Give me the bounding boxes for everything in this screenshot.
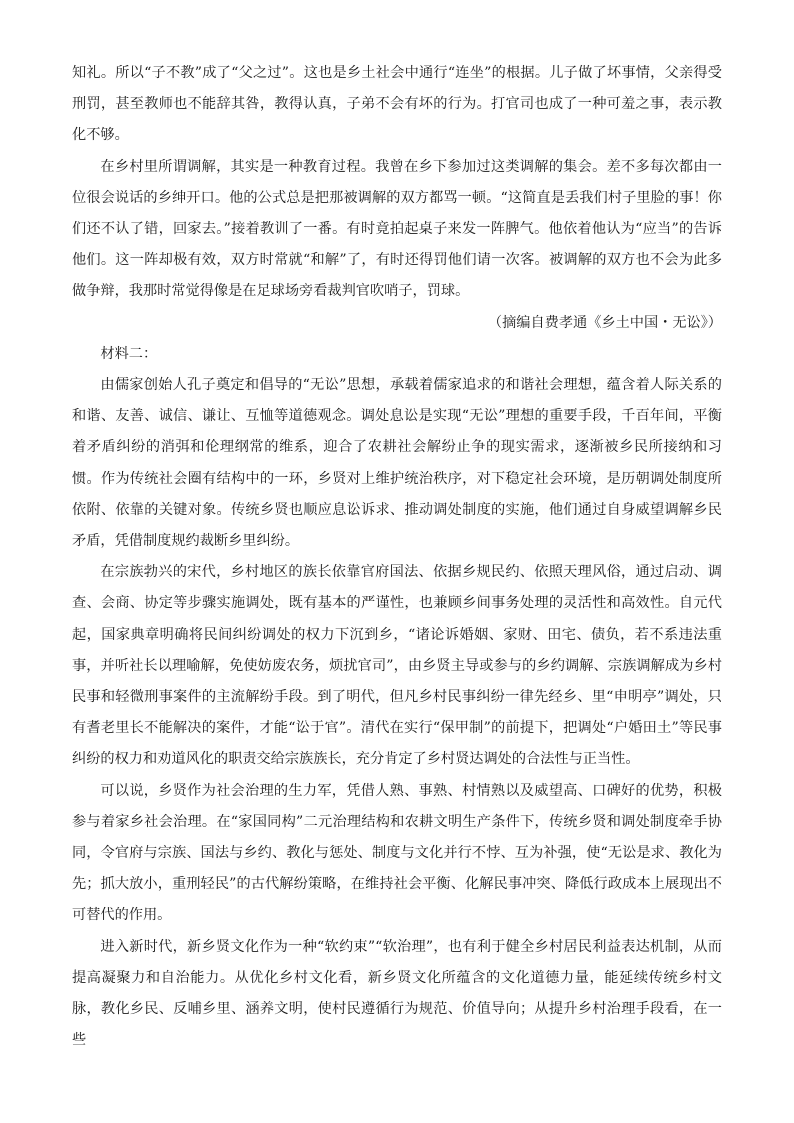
paragraph-1: 知礼。所以“子不教”成了“父之过”。这也是乡土社会中通行“连坐”的根据。儿子做了坏事情，父亲得受刑罚，甚至教师也不能辞其咎，教得认真，子弟不会有坏的行为。打官司也成了一种可羞之事，表示教化不够。 xyxy=(72,65,722,144)
material-2-paragraph-1: 由儒家创始人孔子奠定和倡导的“无讼”思想，承载着儒家追求的和谐社会理想，蕴含着人际关系的和谐、友善、诚信、谦让、互恤等道德观念。调处息讼是实现“无讼”理想的重要手段，千百年间，平衡着矛盾纠纷的消弭和伦理纲常的维系，迎合了农耕社会解纷止争的现实需求，逐渐被乡民所接纳和习惯。作为传统社会圈有结构中的一环，乡贤对上维护统治秩序，对下稳定社会环境，是历朝调处制度所依附、依靠的关键对象。传统乡贤也顺应息讼诉求、推动调处制度的实施，他们通过自身威望调解乡民矛盾，凭借制度规约裁断乡里纠纷。 xyxy=(72,377,722,550)
material-2-paragraph-2: 在宗族勃兴的宋代，乡村地区的族长依靠官府国法、依据乡规民约、依照天理风俗，通过启动、调查、会商、协定等步骤实施调处，既有基本的严谨性，也兼顾乡间事务处理的灵活性和高效性。自元代起，国家典章明确将民间纠纷调处的权力下沉到乡，“诸论诉婚姻、家财、田宅、债负，若不系违法重事，并听社长以理喻解，免使妨废农务，烦扰官司”，由乡贤主导或参与的乡约调解、宗族调解成为乡村民事和轻微刑事案件的主流解纷手段。到了明代，但凡乡村民事纠纷一律先经乡、里“申明亭”调处，只有耆老里长不能解决的案件，才能“讼于官”。清代在实行“保甲制”的前提下，把调处“户婚田土”等民事纠纷的权力和劝道风化的职责交给宗族族长，充分肯定了乡村贤达调处的合法性与正当性。 xyxy=(72,564,722,768)
paragraph-2: 在乡村里所谓调解，其实是一种教育过程。我曾在乡下参加过这类调解的集会。差不多每次都由一位很会说话的乡绅开口。他的公式总是把那被调解的双方都骂一顿。“这简直是丢我们村子里脸的事！你们还不认了错，回家去。”接着教训了一番。有时竟拍起桌子来发一阵脾气。他依着他认为“应当”的告诉他们。这一阵却极有效，双方时常就“和解”了，有时还得罚他们请一次客。被调解的双方也不会为此多做争辩，我那时常觉得像是在足球场旁看裁判官吹哨子，罚球。 xyxy=(72,158,722,300)
citation: （摘编自费孝通《乡土中国・无讼》） xyxy=(487,314,722,331)
material-2-label: 材料二： xyxy=(100,345,158,362)
document-page xyxy=(72,58,722,1057)
material-2-paragraph-3: 可以说，乡贤作为社会治理的生力军，凭借人熟、事熟、村情熟以及威望高、口碑好的优势，积极参与着家乡社会治理。在“家国同构”二元治理结构和农耕文明生产条件下，传统乡贤和调处制度牵手协同，令官府与宗族、国法与乡约、教化与惩处、制度与文化并行不悖、互为补强，使“无讼是求、教化为先；抓大放小，重刑轻民”的古代解纷策略，在维持社会平衡、化解民事冲突、降低行政成本上展现出不可替代的作用。 xyxy=(72,782,722,924)
material-2-paragraph-4: 进入新时代，新乡贤文化作为一种“软约束”“软治理”，也有利于健全乡村居民利益表达机制，从而提高凝聚力和自治能力。从优化乡村文化看，新乡贤文化所蕴含的文化道德力量，能延续传统乡村文脉，教化乡民、反哺乡里、涵养文明，使村民遵循行为规范、价值导向；从提升乡村治理手段看，在一些 xyxy=(72,938,722,1049)
